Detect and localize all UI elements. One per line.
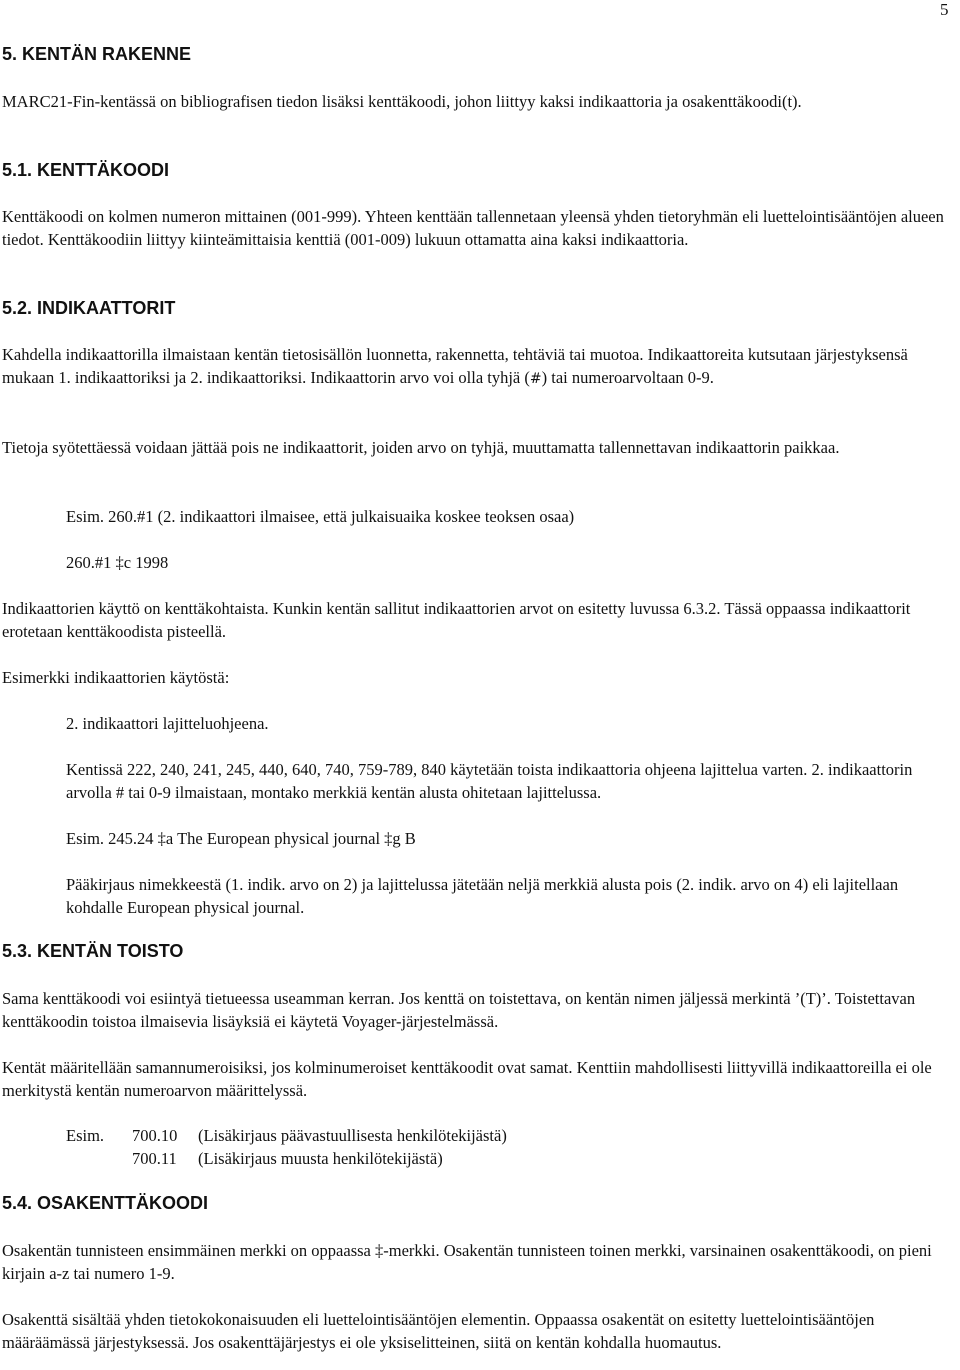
example-code: 700.11 [132, 1149, 177, 1168]
paragraph-indikaattorit-1-text-a: Kahdella indikaattorilla ilmaistaan kentän tietosisällön luonnetta, rakennetta, tehtäviä tai muotoa. Indikaattoreita kutsutaan järjestyksensä mukaan 1. indikaattoriksi ja 2. indikaattoriksi. Indikaattorin arvo voi olla tyhjä ( [2, 345, 908, 387]
section-heading-kentan-rakenne: 5. KENTÄN RAKENNE [2, 44, 192, 64]
example-245: Esim. 245.24 ‡a The European physical journal ‡g B [66, 829, 416, 848]
example-text: (Lisäkirjaus muusta henkilötekijästä) [198, 1149, 443, 1168]
example-row [66, 1124, 507, 1147]
example-260-code: 260.#1 ‡c 1998 [66, 553, 169, 572]
section-heading-kenttakoodi: 5.1. KENTTÄKOODI [2, 160, 170, 180]
example-row [66, 1147, 507, 1170]
example-label-empty [66, 1147, 132, 1170]
examples-label: Esimerkki indikaattorien käytöstä: [2, 668, 230, 687]
example-table-700 [66, 1124, 507, 1170]
paragraph-indikaattorit-1-text-b: ) tai numeroarvoltaan 0-9. [541, 368, 714, 387]
example-260: Esim. 260.#1 (2. indikaattori ilmaisee, että julkaisuaika koskee teoksen osaa) [66, 507, 575, 526]
page-number: 5 [940, 0, 949, 19]
paragraph-intro: MARC21-Fin-kentässä on bibliografisen tiedon lisäksi kenttäkoodi, johon liittyy kaksi indikaattoria ja osakenttäkoodi(t). [2, 92, 802, 111]
section-heading-indikaattorit: 5.2. INDIKAATTORIT [2, 298, 176, 318]
paragraph-indikaattorit-1 [2, 343, 952, 391]
example-245-explanation: Pääkirjaus nimekkeestä (1. indik. arvo on 2) ja lajittelussa jätetään neljä merkkiä alusta pois (2. indik. arvo on 4) eli lajitellaan kohdalle European physical journal. [66, 875, 899, 917]
paragraph-lajitteluohje: Kentissä 222, 240, 241, 245, 440, 640, 740, 759-789, 840 käytetään toista indikaattoria ohjeena lajittelua varten. 2. indikaattorin arvolla # tai 0-9 ilmaistaan, montako merkkiä kentän alusta ohitetaan lajittelussa. [66, 760, 913, 802]
section-heading-kentan-toisto: 5.3. KENTÄN TOISTO [2, 941, 184, 961]
section-heading-osakenttakoodi: 5.4. OSAKENTTÄKOODI [2, 1193, 209, 1213]
blank-symbol: # [529, 371, 542, 387]
example-code: 700.10 [132, 1126, 178, 1145]
paragraph-kenttakoodi: Kenttäkoodi on kolmen numeron mittainen (001-999). Yhteen kenttään tallennetaan yleensä yhden tietoryhmän eli luettelointisääntöjen alueen tiedot. Kenttäkoodiin liittyy kiinteämittaisia kenttiä (001-009) lukuun ottamatta aina kaksi indikaattoria. [2, 207, 944, 249]
paragraph-toisto-2: Kentät määritellään samannumeroisiksi, jos kolminumeroiset kenttäkoodit ovat samat. Kenttiin mahdollisesti liittyvillä indikaattoreilla ei ole merkitystä kentän numeroarvon määrittelyssä. [2, 1058, 932, 1100]
paragraph-osakenttakoodi-1: Osakentän tunnisteen ensimmäinen merkki on oppaassa ‡-merkki. Osakentän tunnisteen toinen merkki, varsinainen osakenttäkoodi, on pieni kirjain a-z tai numero 1-9. [2, 1241, 932, 1283]
paragraph-indikaattorit-3: Indikaattorien käyttö on kenttäkohtaista. Kunkin kentän sallitut indikaattorien arvot on esitetty luvussa 6.3.2. Tässä oppaassa indikaattorit erotetaan kenttäkoodista pisteellä. [2, 599, 911, 641]
example-text: (Lisäkirjaus päävastuullisesta henkilötekijästä) [198, 1126, 507, 1145]
sub-heading-lajitteluohje: 2. indikaattori lajitteluohjeena. [66, 714, 269, 733]
paragraph-toisto-1: Sama kenttäkoodi voi esiintyä tietueessa useamman kerran. Jos kenttä on toistettava, on kentän nimen jäljessä merkintä ’(T)’. Toistettavan kenttäkoodin toistoa ilmaisevia lisäyksiä ei käytetä Voyager-järjestelmässä. [2, 989, 916, 1031]
paragraph-indikaattorit-2: Tietoja syötettäessä voidaan jättää pois ne indikaattorit, joiden arvo on tyhjä, muuttamatta tallennettavan indikaattorin paikkaa. [2, 438, 840, 457]
paragraph-osakenttakoodi-2: Osakenttä sisältää yhden tietokokonaisuuden eli luettelointisääntöjen elementin. Oppaassa osakentät on esitetty luettelointisääntöjen määräämässä järjestyksessä. Jos osakenttäjärjestys ei ole yksiselitteinen, siitä on kentän kohdalla huomautus. [2, 1310, 875, 1352]
example-label: Esim. [66, 1126, 105, 1145]
